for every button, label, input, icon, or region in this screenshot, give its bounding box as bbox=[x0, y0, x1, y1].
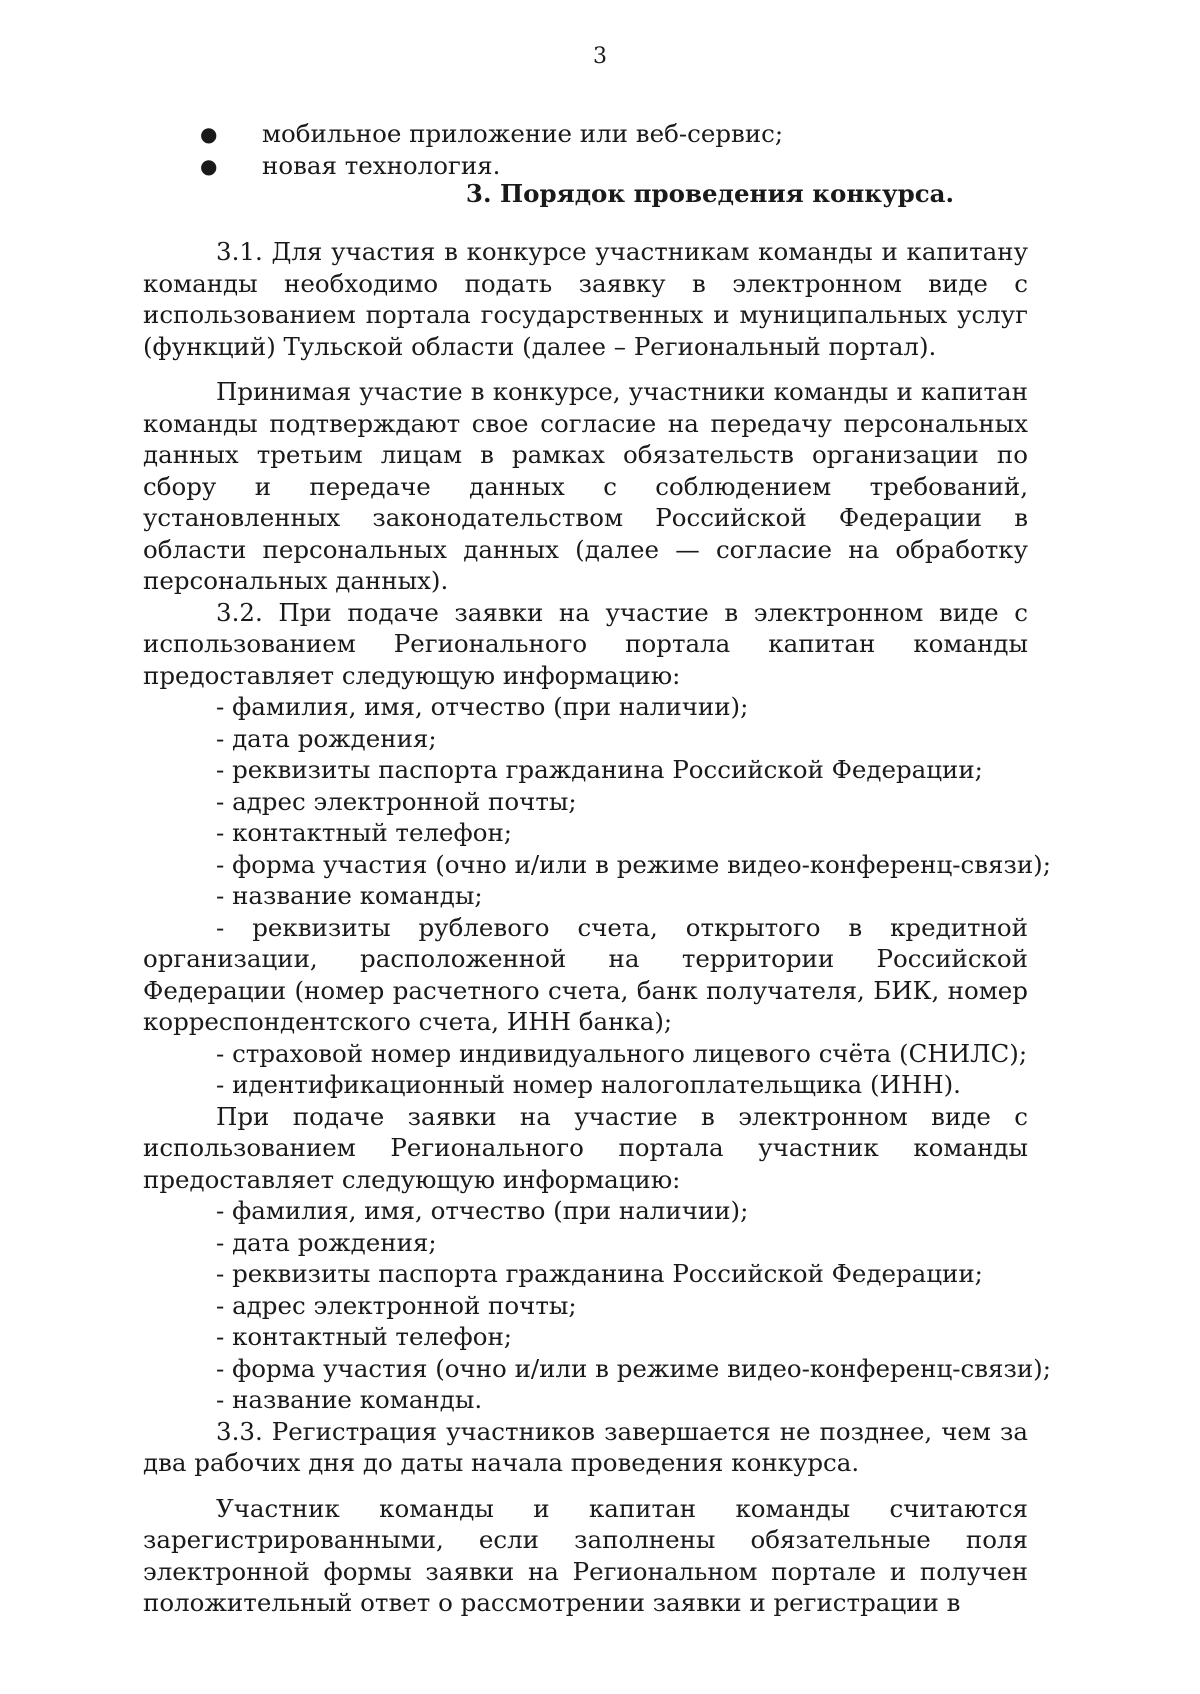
member-item: - фамилия, имя, отчество (при наличии); bbox=[216, 1196, 749, 1225]
section-heading: 3. Порядок проведения конкурса. bbox=[465, 179, 955, 208]
captain-item: - реквизиты рублевого счета, открытого в кредитной организации, расположенной на территории Российской Федерации (номер расчетного счета, банк получателя, БИК, номер корреспондентского счета, ИНН банка); bbox=[143, 912, 1028, 1036]
captain-item: - название команды; bbox=[216, 881, 483, 910]
paragraph-3-2: 3.2. При подаче заявки на участие в электронном виде с использованием Регионального портала капитан команды предоставляет следующую информацию: bbox=[143, 597, 1028, 690]
member-item: - форма участия (очно и/или в режиме видео-конференц-связи); bbox=[216, 1353, 1051, 1383]
paragraph-3-1: 3.1. Для участия в конкурсе участникам команды и капитану команды необходимо подать заявку в электронном виде с использованием портала государственных и муниципальных услуг (функций) Тульской области (далее – Региональный портал). bbox=[143, 237, 1028, 361]
document-body bbox=[143, 236, 1051, 1619]
member-item: - адрес электронной почты; bbox=[216, 1290, 577, 1320]
bullet-text: мобильное приложение или веб-сервис; bbox=[262, 119, 784, 148]
captain-item: - страховой номер индивидуального лицевого счёта (СНИЛС); bbox=[216, 1038, 1028, 1068]
paragraph-registered: Участник команды и капитан команды считаются зарегистрированными, если заполнены обязательные поля электронной формы заявки на Региональном портале и получен положительный ответ о рассмотрении заявки и регистрации в bbox=[143, 1493, 1028, 1617]
bullet-list bbox=[200, 118, 1030, 182]
bullet-dot-icon: ● bbox=[200, 154, 218, 178]
captain-item: - контактный телефон; bbox=[216, 818, 513, 847]
captain-item: - дата рождения; bbox=[216, 723, 437, 753]
bullet-text: новая технология. bbox=[262, 151, 501, 180]
bullet-item bbox=[200, 118, 1030, 150]
member-item: - название команды. bbox=[216, 1385, 483, 1414]
captain-item: - реквизиты паспорта гражданина Российской Федерации; bbox=[216, 755, 983, 784]
member-item: - дата рождения; bbox=[216, 1227, 437, 1257]
paragraph-consent: Принимая участие в конкурсе, участники команды и капитан команды подтверждают свое согласие на передачу персональных данных третьим лицам в рамках обязательств организации по сбору и передаче данных с соблюдением требований, установленных законодательством Российской Федерации в области персональных данных (далее — согласие на обработку персональных данных). bbox=[143, 377, 1028, 595]
member-item: - контактный телефон; bbox=[216, 1322, 513, 1351]
member-item: - реквизиты паспорта гражданина Российской Федерации; bbox=[216, 1259, 983, 1288]
bullet-dot-icon: ● bbox=[200, 122, 218, 146]
captain-item: - идентификационный номер налогоплательщика (ИНН). bbox=[216, 1070, 961, 1099]
page-number: 3 bbox=[593, 44, 607, 69]
paragraph-3-3: 3.3. Регистрация участников завершается не позднее, чем за два рабочих дня до даты начала проведения конкурса. bbox=[143, 1416, 1028, 1477]
captain-item: - адрес электронной почты; bbox=[216, 786, 577, 816]
paragraph-member: При подаче заявки на участие в электронном виде с использованием Регионального портала участник команды предоставляет следующую информацию: bbox=[143, 1101, 1028, 1194]
captain-item: - фамилия, имя, отчество (при наличии); bbox=[216, 692, 749, 721]
captain-item: - форма участия (очно и/или в режиме видео-конференц-связи); bbox=[216, 849, 1051, 879]
